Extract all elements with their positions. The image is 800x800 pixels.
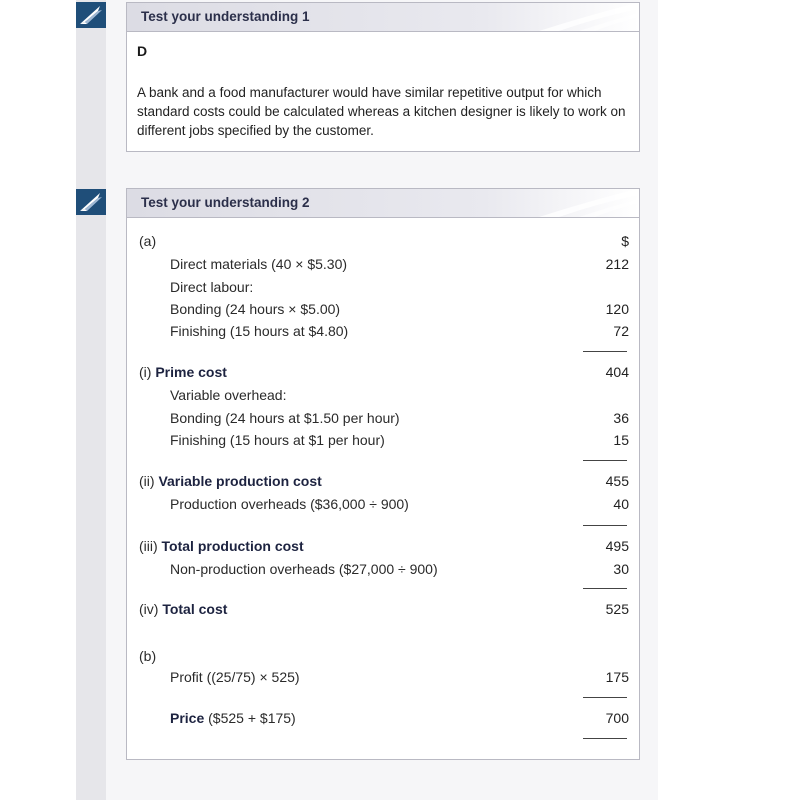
subtotal-row (127, 601, 641, 621)
finishing-vo-label: Finishing (15 hours at $1 per hour) (170, 432, 385, 448)
bonding-labour-label: Bonding (24 hours × $5.00) (170, 301, 341, 317)
cost-row (127, 279, 641, 299)
part-a-row (127, 233, 641, 253)
production-overheads-value: 40 (613, 496, 629, 512)
tyu1-header (127, 3, 639, 32)
page-gutter (76, 0, 106, 800)
subtotal-row (127, 473, 641, 493)
total-production-cost-label: (iii) Total production cost (139, 538, 304, 554)
bonding-vo-label: Bonding (24 hours at $1.50 per hour) (170, 410, 400, 426)
subtotal-rule (583, 351, 627, 352)
cost-row (127, 561, 641, 581)
cost-row (127, 387, 641, 407)
price-value: 700 (605, 710, 629, 726)
cost-row (127, 256, 641, 276)
part-b-row (127, 648, 641, 668)
subtotal-rule (583, 460, 627, 461)
bonding-labour-value: 120 (605, 301, 629, 317)
cost-row (127, 496, 641, 516)
subtotal-row (127, 364, 641, 384)
subtotal-rule (583, 525, 627, 526)
tyu1-box (126, 2, 640, 152)
tyu2-box (126, 188, 640, 760)
prime-cost-value: 404 (605, 364, 629, 380)
non-production-overheads-value: 30 (613, 561, 629, 577)
finishing-labour-value: 72 (613, 323, 629, 339)
profit-label: Profit ((25/75) × 525) (170, 669, 300, 685)
cost-row (127, 432, 641, 452)
direct-materials-label: Direct materials (40 × $5.30) (170, 256, 348, 272)
total-cost-label: (iv) Total cost (139, 601, 228, 617)
tyu2-title: Test your understanding 2 (141, 195, 310, 210)
tyu2-header (127, 189, 639, 218)
page-margin (658, 0, 800, 800)
header-swoosh-decoration (519, 3, 639, 31)
variable-overhead-label: Variable overhead: (170, 387, 287, 403)
subtotal-row (127, 538, 641, 558)
direct-materials-value: 212 (605, 256, 629, 272)
subtotal-row (127, 710, 641, 730)
direct-labour-label: Direct labour: (170, 279, 254, 295)
finishing-labour-label: Finishing (15 hours at $4.80) (170, 323, 349, 339)
total-cost-value: 525 (605, 601, 629, 617)
bonding-vo-value: 36 (613, 410, 629, 426)
price-label: Price ($525 + $175) (170, 710, 296, 726)
header-swoosh-decoration (519, 189, 639, 217)
cost-row (127, 323, 641, 343)
currency-header: $ (621, 233, 629, 249)
variable-production-cost-value: 455 (605, 473, 629, 489)
cost-row (127, 301, 641, 321)
profit-value: 175 (605, 669, 629, 685)
tyu1-explanation: A bank and a food manufacturer would have similar repetitive output for which standard costs could be calculated whereas a kitchen designer is likely to work on different jobs specified by the customer. (137, 85, 626, 138)
subtotal-rule (583, 697, 627, 698)
variable-production-cost-label: (ii) Variable production cost (139, 473, 322, 489)
subtotal-rule (583, 588, 627, 589)
tyu1-title: Test your understanding 1 (141, 9, 310, 24)
prime-cost-label: (i) Prime cost (139, 364, 227, 380)
finishing-vo-value: 15 (613, 432, 629, 448)
non-production-overheads-label: Non-production overheads ($27,000 ÷ 900) (170, 561, 438, 577)
pen-nib-icon (76, 2, 106, 28)
part-a-label: (a) (139, 233, 157, 249)
tyu1-answer: D (137, 43, 148, 59)
total-production-cost-value: 495 (605, 538, 629, 554)
pen-nib-icon (76, 189, 106, 215)
cost-row (127, 410, 641, 430)
total-rule (583, 738, 627, 739)
production-overheads-label: Production overheads ($36,000 ÷ 900) (170, 496, 409, 512)
part-b-label: (b) (139, 648, 157, 664)
cost-row (127, 669, 641, 689)
